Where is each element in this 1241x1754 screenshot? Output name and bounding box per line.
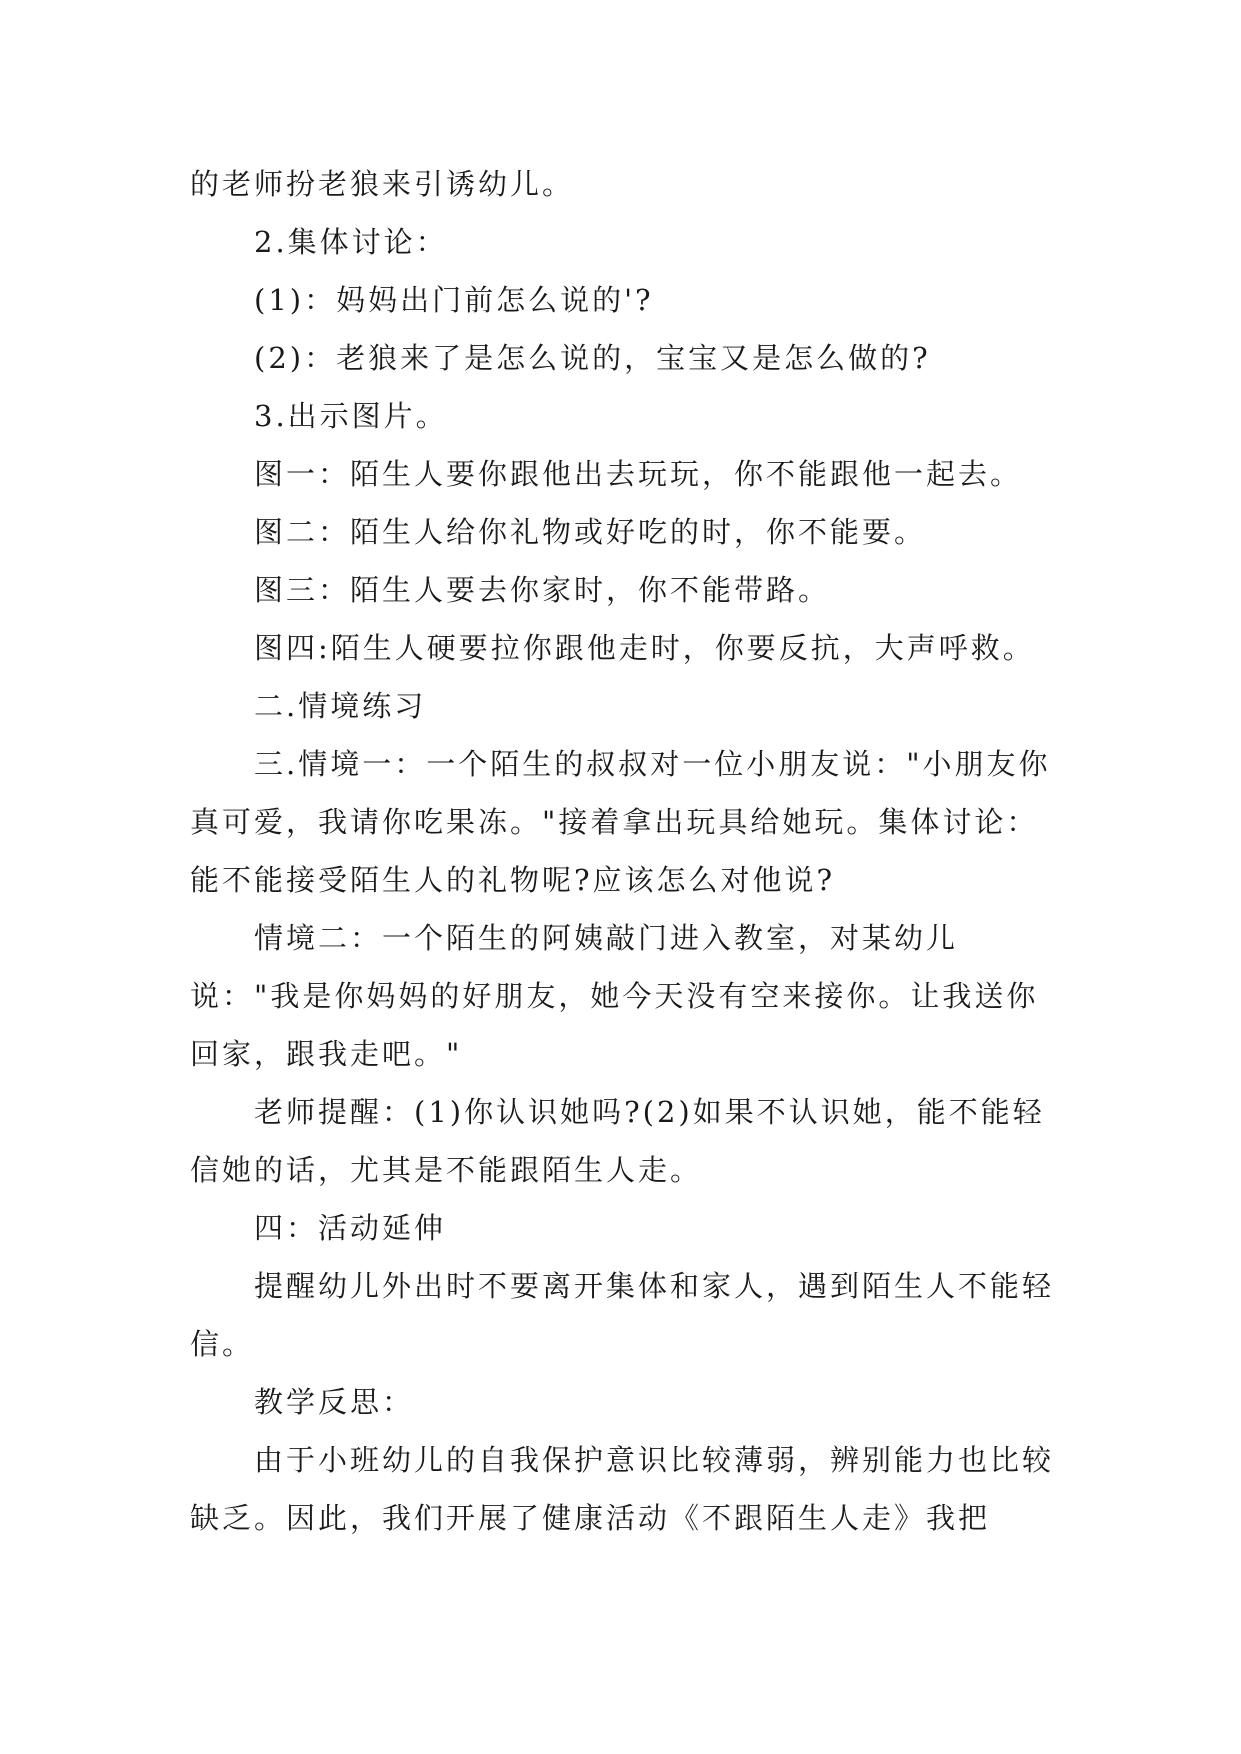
section-heading-reflection: 教学反思：	[254, 1385, 415, 1419]
section-heading-practice: 二.情境练习	[254, 689, 427, 723]
section-heading-extension: 四：活动延伸	[254, 1211, 447, 1245]
paragraph-extension: 提醒幼儿外出时不要离开集体和家人，遇到陌生人不能轻信。	[190, 1269, 1055, 1361]
paragraph-question-2: (2)：老狼来了是怎么说的，宝宝又是怎么做的?	[254, 341, 931, 375]
paragraph-group-discussion: 2.集体讨论：	[254, 225, 448, 259]
paragraph-teacher-reminder: 老师提醒：(1)你认识她吗?(2)如果不认识她，能不能轻信她的话，尤其是不能跟陌生人走。	[190, 1095, 1045, 1187]
paragraph-show-pictures: 3.出示图片。	[254, 399, 448, 433]
paragraph-picture-3: 图三：陌生人要去你家时，你不能带路。	[254, 573, 831, 607]
paragraph-scenario-1: 三.情境一：一个陌生的叔叔对一位小朋友说："小朋友你真可爱，我请你吃果冻。"接着拿出玩具给她玩。集体讨论：能不能接受陌生人的礼物呢?应该怎么对他说?	[190, 747, 1051, 897]
paragraph-scenario-2: 情境二：一个陌生的阿姨敲门进入教室，对某幼儿说："我是你妈妈的好朋友，她今天没有空来接你。让我送你回家，跟我走吧。"	[190, 921, 1039, 1071]
paragraph-picture-4: 图四:陌生人硬要拉你跟他走时，你要反抗，大声呼救。	[254, 631, 1035, 665]
paragraph-question-1: (1)：妈妈出门前怎么说的'?	[254, 283, 654, 317]
paragraph-picture-1: 图一：陌生人要你跟他出去玩玩，你不能跟他一起去。	[254, 457, 1023, 491]
document-body	[190, 155, 1060, 1547]
paragraph-picture-2: 图二：陌生人给你礼物或好吃的时，你不能要。	[254, 515, 927, 549]
paragraph-reflection: 由于小班幼儿的自我保护意识比较薄弱，辨别能力也比较缺乏。因此，我们开展了健康活动《不跟陌生人走》我把	[190, 1443, 1055, 1535]
paragraph-continuation: 的老师扮老狼来引诱幼儿。	[190, 167, 575, 201]
